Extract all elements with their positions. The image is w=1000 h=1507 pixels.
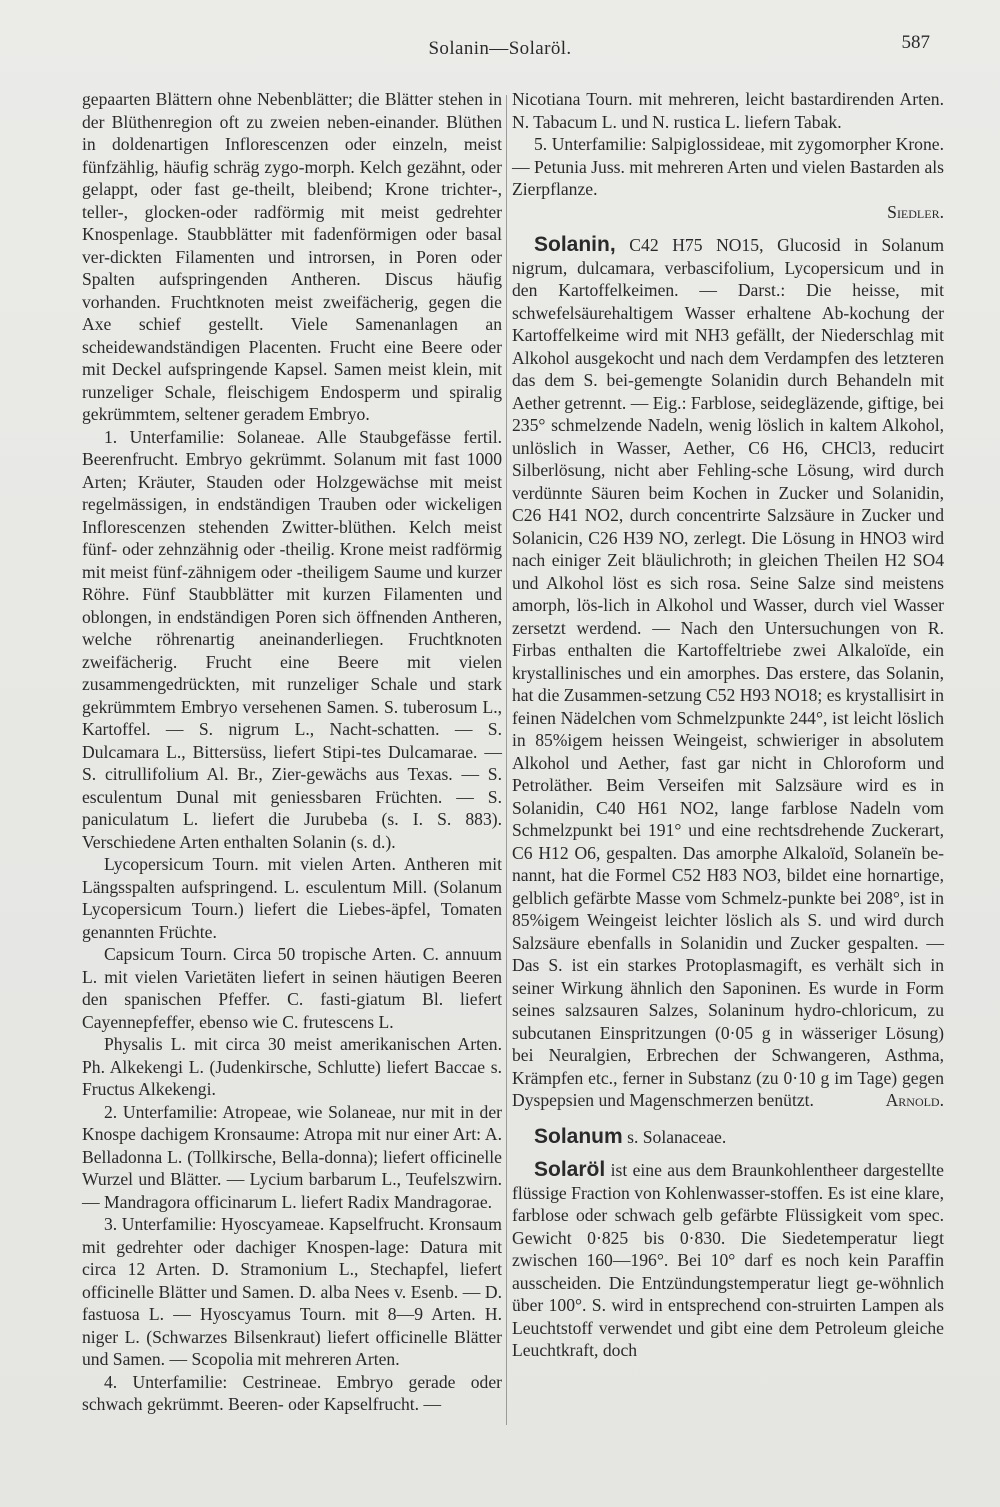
entry-keyword: Solaröl <box>534 1158 606 1181</box>
entry-solaroel <box>512 1159 944 1362</box>
running-title: Solanin—Solaröl. <box>428 38 572 59</box>
left-column <box>82 88 502 1416</box>
left-paragraph: 2. Unterfamilie: Atropeae, wie Solaneae, nur mit in der Knospe dachigem Kronsaume: Atropa mit nur einer Art: A. Belladonna L. (Tollkirsche, Bella-donna); liefert officinelle Wurzel und Blätter. — Lycium barbarum L., Teufelszwirn. — Mandragora officinarum L. liefert Radix Mandragorae. <box>82 1101 502 1212</box>
nicotiana-paragraph: Nicotiana Tourn. mit mehreren, leicht bastardirenden Arten. N. Tabacum L. und N. rustica L. liefern Tabak. <box>512 89 944 132</box>
entry-text: s. Solanaceae. <box>627 1126 727 1147</box>
left-paragraph: Capsicum Tourn. Circa 50 tropische Arten. C. annuum L. mit vielen Varietäten liefert in seinen häutigen Beeren den spanischen Pfeffer. C. fasti-giatum Bl. liefert Cayennepfeffer, ebenso wie C. frutescens L. <box>82 944 502 1032</box>
left-paragraph: 1. Unterfamilie: Solaneae. Alle Staubgefässe fertil. Beerenfrucht. Embryo gekrümmt. Solanum mit fast 1000 Arten; Kräuter, Stauden oder Holzgewächse mit meist regelmässigen, in endständigen Trauben oder wickeligen Inflorescenzen stehenden Zwitter-blüthen. Kelch meist fünf- oder zehnzähnig oder -theilig. Krone meist radförmig mit meist fünf-zähnigem oder -theiligem Saume und kurzer Röhre. Fünf Staubblätter mit kurzen Filamenten und oblongen, in endständigen Poren sich öffnenden Antheren, welche röhrenartig aneinanderliegen. Fruchtknoten zweifächerig. Frucht eine Beere mit vielen zusammengedrückten, mit runzeliger Schale und stark gekrümmtem Embryo versehenen Samen. S. tuberosum L., Kartoffel. — S. nigrum L., Nacht-schatten. — S. Dulcamara L., Bittersüss, liefert Stipi-tes Dulcamarae. — S. citrullifolium Al. Br., Zier-gewächs aus Texas. — S. esculentum Dunal mit geniessbaren Früchten. — S. paniculatum L. liefert die Jurubeba (s. I. S. 883). Verschiedene Arten enthalten Solanin (s. d.). <box>82 426 502 852</box>
left-paragraph: 3. Unterfamilie: Hyoscyameae. Kapselfrucht. Kronsaum mit gedrehter oder dachiger Knospen-lage: Datura mit circa 12 Arten. D. Stramonium L., Stechapfel, liefert officinelle Blätter und Samen. D. alba Nees v. Esenb. — D. fastuosa L. — Hyoscyamus Tourn. mit 8—9 Arten. H. niger L. (Schwarzes Bilsenkraut) liefert officinelle Blätter und Samen. — Scopolia mit mehreren Arten. <box>82 1214 502 1369</box>
entry-solanum <box>512 1126 944 1149</box>
signature-arnold: Arnold. <box>885 1090 944 1110</box>
entry-keyword: Solanin, <box>534 233 616 256</box>
right-column <box>512 88 944 1362</box>
page-number: 587 <box>901 32 930 53</box>
signature-siedler: Siedler. <box>887 201 944 222</box>
author-signature <box>512 201 944 224</box>
entry-solanin <box>512 234 944 1112</box>
column-divider <box>506 95 507 1425</box>
left-paragraph: Physalis L. mit circa 30 meist amerikanischen Arten. Ph. Alkekengi L. (Judenkirsche, Schlutte) liefert Baccae s. Fructus Alkekengi. <box>82 1034 502 1099</box>
entry-text: C42 H75 NO15, Glucosid in Solanum nigrum, dulcamara, verbascifolium, Lycopersicum und in den Kartoffelkeimen. — Darst.: Die heisse, mit schwefelsäurehaltigem Wasser erhaltene Ab-kochung der Kartoffelkeime wird mit NH3 gefällt, der Niederschlag mit Alkohol ausgekocht und nach dem Verdampfen des letzteren das dem S. bei-gemengte Solanidin durch Behandeln mit Aether getrennt. — Eig.: Farblose, seidegläzende, giftige, bei 235° schmelzende Nadeln, wenig löslich in kaltem Alkohol, unlöslich in Wasser, Aether, C6 H6, CHCl3, reducirt Silberlösung, nicht aber Fehling-sche Lösung, wird durch verdünnte Säuren beim Kochen in Zucker und Solanidin, C26 H41 NO2, durch concentrirte Salzsäure in Zucker und Solanicin, C26 H39 NO, zerlegt. Die Lösung in HNO3 wird nach einiger Zeit bläulichroth; in gleichen Theilen H2 SO4 und Alkohol löst es sich rosa. Seine Salze sind meistens amorph, lös-lich in Alkohol und Wasser, durch viel Wasser zersetzt werdend. — Nach den Untersuchungen von R. Firbas enthalten die Kartoffeltriebe zwei Alkaloïde, ein krystallinisches und ein amorphes. Das erstere, das Solanin, hat die Zusammen-setzung C52 H93 NO18; es krystallisirt in feinen Nädelchen vom Schmelzpunkte 244°, ist leicht löslich in 85%igem heissen Weingeist, schwieriger in absolutem Alkohol und Aether, fast gar nicht in Chloroform und Petroläther. Beim Verseifen mit Salzsäure wird es in Solanidin, C40 H61 NO2, lange farblose Nadeln vom Schmelzpunkt bei 191° und eine rechtsdrehende Zuckerart, C6 H12 O6, gespalten. Das amorphe Alkaloïd, Solaneïn be-nannt, hat die Formel C52 H83 NO3, bildet eine hornartige, gelblich gefärbte Masse vom Schmelz-punkte bei 208°, ist in 85%igem Weingeist leichter löslich als S. und wird durch Salzsäure ebenfalls in Solanidin und Zucker gespalten. — Das S. ist ein starkes Protoplasmagift, es verhält sich in seiner Wirkung ähnlich den Saponinen. Es wurde in Form seines salzsauren Salzes, Solaninum hydro-chloricum, zu subcutanen Einspritzungen (0·05 g in wässeriger Lösung) bei Neuralgien, Erbrechen der Schwangeren, Asthma, Krämpfen etc., ferner in Substanz (zu 0·10 g im Tage) gegen Dyspepsien und Magenschmerzen benützt. <box>512 235 945 1110</box>
entry-text: ist eine aus dem Braunkohlentheer dargestellte flüssige Fraction von Kohlenwasser-stoffen. Es ist eine klare, farblose oder schwach gelb gefärbte Flüssigkeit vom spec. Gewicht 0·825 bis 0·830. Die Siedetemperatur liegt zwischen 160—196°. Bei 10° darf es noch kein Paraffin ausscheiden. Die Entzündungstemperatur liegt ge-wöhnlich über 100°. S. wird in entsprechend con-struirten Lampen als Leuchtstoff verwendet und gibt eine dem Petroleum gleiche Leuchtkraft, doch <box>512 1160 944 1360</box>
left-paragraph: 4. Unterfamilie: Cestrineae. Embryo gerade oder schwach gekrümmt. Beeren- oder Kapselfrucht. — <box>82 1371 502 1414</box>
subfamily-5-paragraph: 5. Unterfamilie: Salpiglossideae, mit zygomorpher Krone. — Petunia Juss. mit mehreren Arten und vielen Bastarden als Zierpflanze. <box>512 134 944 199</box>
left-paragraph: Lycopersicum Tourn. mit vielen Arten. Antheren mit Längsspalten aufspringend. L. esculentum Mill. (Solanum Lycopersicum Tourn.) liefert die Liebes-äpfel, Tomaten genannten Früchte. <box>82 854 502 942</box>
left-paragraph: gepaarten Blättern ohne Nebenblätter; die Blätter stehen in der Blüthenregion oft zu zweien neben-einander. Blüthen in doldenartigen Inflorescenzen oder einzeln, meist fünfzählig, häufig schräg zygo-morph. Kelch gezähnt, oder gelappt, oder fast ge-theilt, bleibend; Krone trichter-, teller-, glocken-oder radförmig mit meist gedrehter Knospenlage. Staubblätter mit fadenförmigen oder basal ver-dickten Filamenten und introrsen, in Poren oder Spalten aufspringenden Antheren. Discus häufig vorhanden. Fruchtknoten meist zweifächerig, gegen die Axe schief gestellt. Viele Samenanlagen an scheidewandständigen Placenten. Frucht eine Beere oder mit Deckel aufspringende Kapsel. Samen meist klein, mit runzeliger Schale, fleischigem Endosperm und spiralig gekrümmtem, seltener geradem Embryo. <box>82 89 502 424</box>
entry-keyword: Solanum <box>534 1124 623 1148</box>
